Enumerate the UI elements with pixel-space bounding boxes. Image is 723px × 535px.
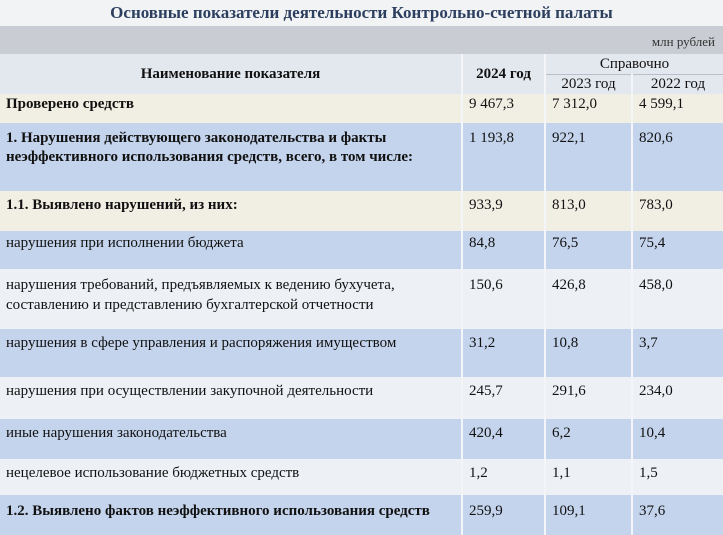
value-2024: 31,2 [462,329,545,377]
value-2024: 1,2 [462,459,545,495]
row-label: нарушения при исполнении бюджета [0,231,462,269]
row-label: Проверено средств [0,94,462,123]
value-2023: 6,2 [545,419,632,459]
value-2024: 420,4 [462,419,545,459]
value-2023: 10,8 [545,329,632,377]
row-label: нарушения в сфере управления и распоряжения имуществом [0,329,462,377]
value-2022: 820,6 [632,123,723,191]
value-2022: 3,7 [632,329,723,377]
page-title: Основные показатели деятельности Контрольно-счетной палаты [0,0,723,26]
value-2024: 933,9 [462,191,545,231]
table-row [0,329,723,377]
row-label: 1. Нарушения действующего законодательства и факты неэффективного использования средств, всего, в том числе: [0,123,462,191]
table-row [0,377,723,419]
value-2023: 922,1 [545,123,632,191]
header-name: Наименование показателя [0,54,462,94]
units-label: млн рублей [0,26,723,54]
value-2022: 234,0 [632,377,723,419]
value-2022: 1,5 [632,459,723,495]
value-2023: 426,8 [545,269,632,329]
value-2022: 4 599,1 [632,94,723,123]
value-2024: 245,7 [462,377,545,419]
row-label: нецелевое использование бюджетных средств [0,459,462,495]
header-2023: 2023 год [545,75,632,95]
value-2023: 291,6 [545,377,632,419]
table-row [0,94,723,123]
value-2022: 10,4 [632,419,723,459]
value-2024: 259,9 [462,495,545,535]
value-2022: 458,0 [632,269,723,329]
value-2022: 37,6 [632,495,723,535]
table-row [0,419,723,459]
value-2023: 109,1 [545,495,632,535]
value-2023: 1,1 [545,459,632,495]
value-2023: 7 312,0 [545,94,632,123]
row-label: 1.1. Выявлено нарушений, из них: [0,191,462,231]
value-2024: 9 467,3 [462,94,545,123]
table-row [0,191,723,231]
header-2024: 2024 год [462,54,545,94]
indicators-table [0,54,723,535]
table-row [0,123,723,191]
row-label: нарушения при осуществлении закупочной деятельности [0,377,462,419]
value-2023: 76,5 [545,231,632,269]
table-row [0,231,723,269]
value-2023: 813,0 [545,191,632,231]
row-label: 1.2. Выявлено фактов неэффективного использования средств [0,495,462,535]
row-label: иные нарушения законодательства [0,419,462,459]
value-2024: 84,8 [462,231,545,269]
value-2022: 75,4 [632,231,723,269]
table-row [0,495,723,535]
row-label: нарушения требований, предъявляемых к ведению бухучета, составлению и представлению бухгалтерской отчетности [0,269,462,329]
value-2024: 1 193,8 [462,123,545,191]
header-2022: 2022 год [632,75,723,95]
table-row [0,459,723,495]
value-2022: 783,0 [632,191,723,231]
header-reference: Справочно [545,54,723,75]
table-row [0,269,723,329]
value-2024: 150,6 [462,269,545,329]
